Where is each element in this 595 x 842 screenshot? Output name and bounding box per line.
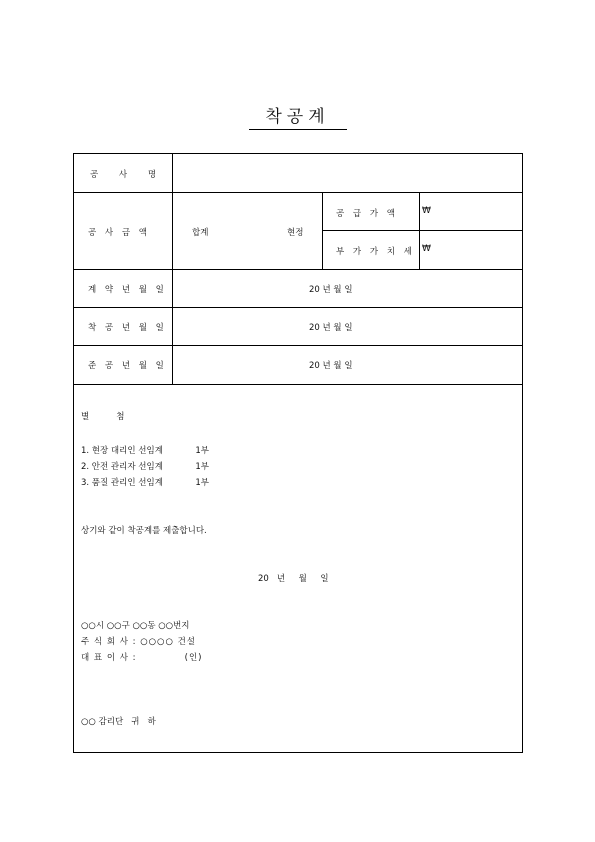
attachment-item: 1. 현장 대리인 선임계 1부 (81, 446, 209, 456)
column-divider (322, 192, 323, 269)
contract-date-label: 계 약 년 월 일 (88, 285, 167, 295)
completion-date-label: 준 공 년 월 일 (88, 361, 167, 371)
attachments-heading: 별 첨 (81, 412, 125, 422)
company-ceo-line: 대 표 이 사 : (인) (81, 653, 203, 663)
cash-label: 현정 (287, 228, 304, 238)
attachment-item: 2. 안전 관리자 선임계 1부 (81, 462, 209, 472)
title-underline (249, 129, 347, 130)
company-address: ○○시 ○○구 ○○동 ○○번지 (81, 621, 190, 631)
row-divider (322, 230, 522, 231)
submission-statement: 상기와 같이 착공계를 제출합니다. (81, 526, 207, 536)
total-label: 합계 (192, 228, 209, 238)
completion-date-value[interactable]: 20 년 월 일 (309, 361, 353, 371)
row-divider (74, 307, 522, 308)
document-title: 착공계 (265, 107, 330, 127)
recipient-line: ○○ 감리단 귀 하 (81, 717, 156, 727)
contract-date-value[interactable]: 20 년 월 일 (309, 285, 353, 295)
row-divider (74, 345, 522, 346)
start-date-label: 착 공 년 월 일 (88, 323, 167, 333)
row-divider (74, 192, 522, 193)
supply-price-label: 공 급 가 액 (336, 209, 398, 219)
row-divider (74, 269, 522, 270)
submit-date[interactable]: 20 년 월 일 (258, 574, 329, 584)
company-corp-line: 주 식 회 사 : ○○○○ 건설 (81, 637, 197, 647)
vat-field[interactable] (434, 232, 520, 267)
vat-label: 부 가 가 치 세 (336, 247, 415, 257)
project-name-label: 공 사 명 (90, 170, 166, 180)
won-symbol: ₩ (422, 244, 431, 254)
attachment-item: 3. 품질 관리인 선임계 1부 (81, 478, 209, 488)
project-amount-label: 공 사 금 액 (88, 228, 150, 238)
start-date-value[interactable]: 20 년 월 일 (309, 323, 353, 333)
column-divider (419, 192, 420, 269)
form-table (73, 153, 523, 753)
project-name-field[interactable] (173, 155, 521, 191)
supply-price-field[interactable] (434, 194, 520, 228)
won-symbol: ₩ (422, 206, 431, 216)
row-divider (74, 384, 522, 385)
